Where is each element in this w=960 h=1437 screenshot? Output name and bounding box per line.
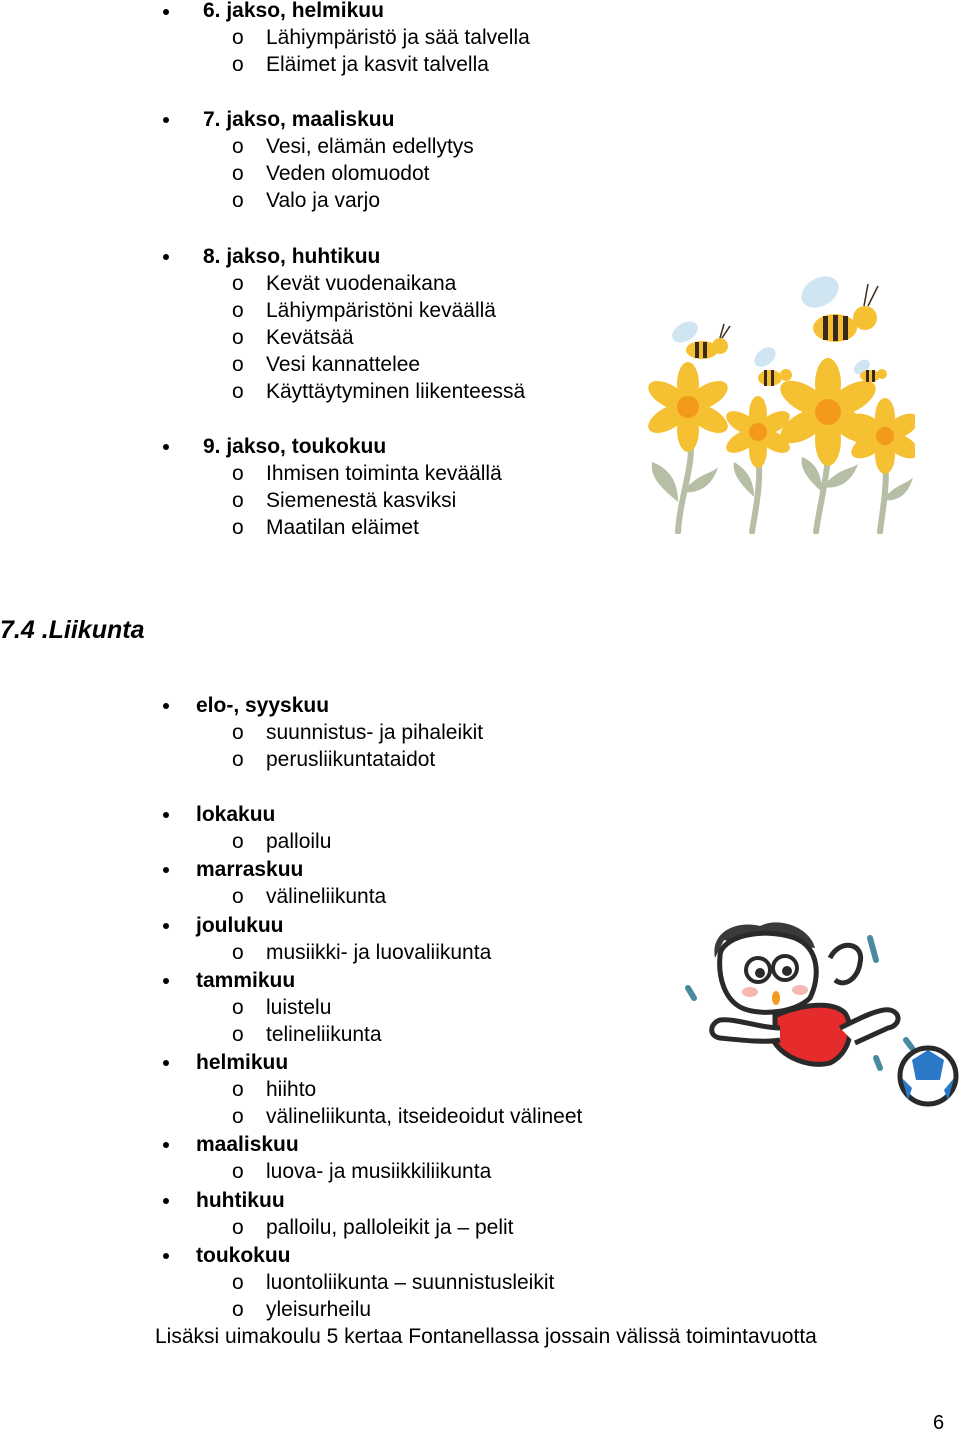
bee-icon bbox=[796, 270, 878, 342]
section-heading: 7.4 .Liikunta bbox=[0, 616, 145, 644]
sub-bullet: o bbox=[232, 996, 244, 1019]
list-item: Kevätsää bbox=[266, 326, 354, 349]
list-bullet bbox=[163, 978, 169, 984]
sub-bullet: o bbox=[232, 885, 244, 908]
month-title: helmikuu bbox=[196, 1051, 289, 1074]
sub-bullet: o bbox=[232, 830, 244, 853]
football-boy-illustration bbox=[680, 918, 960, 1108]
page-number: 6 bbox=[933, 1412, 945, 1434]
list-item: hiihto bbox=[266, 1078, 317, 1101]
month-title: toukokuu bbox=[196, 1244, 291, 1267]
sub-bullet: o bbox=[232, 1271, 244, 1294]
football-icon bbox=[900, 1048, 956, 1104]
list-bullet bbox=[163, 254, 169, 260]
list-item: välineliikunta bbox=[266, 885, 387, 908]
list-item: Kevät vuodenaikana bbox=[266, 272, 457, 295]
sub-bullet: o bbox=[232, 1298, 244, 1321]
sub-bullet: o bbox=[232, 1105, 244, 1128]
list-item: luontoliikunta – suunnistusleikit bbox=[266, 1271, 555, 1294]
sub-bullet: o bbox=[232, 26, 244, 49]
list-item: Siemenestä kasviksi bbox=[266, 489, 457, 512]
list-item: välineliikunta, itseideoidut välineet bbox=[266, 1105, 583, 1128]
bee-icon bbox=[751, 343, 792, 386]
sub-bullet: o bbox=[232, 1216, 244, 1239]
list-item: luistelu bbox=[266, 996, 332, 1019]
list-item: telineliikunta bbox=[266, 1023, 382, 1046]
sub-bullet: o bbox=[232, 516, 244, 539]
list-bullet bbox=[163, 444, 169, 450]
month-title: maaliskuu bbox=[196, 1133, 299, 1156]
bee-icon bbox=[851, 357, 887, 382]
list-item: palloilu, palloleikit ja – pelit bbox=[266, 1216, 514, 1239]
sub-bullet: o bbox=[232, 299, 244, 322]
list-item: perusliikuntataidot bbox=[266, 748, 436, 771]
sub-bullet: o bbox=[232, 1023, 244, 1046]
list-item: Vesi kannattelee bbox=[266, 353, 421, 376]
flower-icon bbox=[644, 362, 733, 452]
list-bullet bbox=[163, 812, 169, 818]
sub-bullet: o bbox=[232, 272, 244, 295]
sub-bullet: o bbox=[232, 1160, 244, 1183]
list-item: Valo ja varjo bbox=[266, 189, 381, 212]
list-item: Eläimet ja kasvit talvella bbox=[266, 53, 489, 76]
bee-icon bbox=[668, 317, 730, 359]
sub-bullet: o bbox=[232, 380, 244, 403]
sub-bullet: o bbox=[232, 462, 244, 485]
month-title: huhtikuu bbox=[196, 1189, 285, 1212]
month-title: lokakuu bbox=[196, 803, 276, 826]
list-item: Ihmisen toiminta keväällä bbox=[266, 462, 502, 485]
list-item: suunnistus- ja pihaleikit bbox=[266, 721, 484, 744]
list-item: luova- ja musiikkiliikunta bbox=[266, 1160, 492, 1183]
list-bullet bbox=[163, 1198, 169, 1204]
period-title: 6. jakso, helmikuu bbox=[203, 0, 384, 22]
bees-flowers-illustration bbox=[640, 262, 915, 534]
list-bullet bbox=[163, 9, 169, 15]
list-item: musiikki- ja luovaliikunta bbox=[266, 941, 492, 964]
period-title: 7. jakso, maaliskuu bbox=[203, 108, 395, 131]
month-title: elo-, syyskuu bbox=[196, 694, 330, 717]
list-bullet bbox=[163, 117, 169, 123]
list-bullet bbox=[163, 1253, 169, 1259]
list-item: palloilu bbox=[266, 830, 332, 853]
list-item: Vesi, elämän edellytys bbox=[266, 135, 474, 158]
month-title: marraskuu bbox=[196, 858, 304, 881]
sub-bullet: o bbox=[232, 1078, 244, 1101]
sub-bullet: o bbox=[232, 53, 244, 76]
period-title: 9. jakso, toukokuu bbox=[203, 435, 387, 458]
sub-bullet: o bbox=[232, 326, 244, 349]
sub-bullet: o bbox=[232, 189, 244, 212]
sub-bullet: o bbox=[232, 135, 244, 158]
sub-bullet: o bbox=[232, 489, 244, 512]
list-bullet bbox=[163, 867, 169, 873]
period-title: 8. jakso, huhtikuu bbox=[203, 245, 381, 268]
list-item: Käyttäytyminen liikenteessä bbox=[266, 380, 526, 403]
sub-bullet: o bbox=[232, 353, 244, 376]
list-bullet bbox=[163, 1060, 169, 1066]
list-item: yleisurheilu bbox=[266, 1298, 372, 1321]
sub-bullet: o bbox=[232, 748, 244, 771]
month-title: joulukuu bbox=[196, 914, 284, 937]
list-bullet bbox=[163, 923, 169, 929]
list-bullet bbox=[163, 1142, 169, 1148]
sub-bullet: o bbox=[232, 162, 244, 185]
list-bullet bbox=[163, 703, 169, 709]
footnote: Lisäksi uimakoulu 5 kertaa Fontanellassa jossain välissä toimintavuotta bbox=[155, 1325, 817, 1348]
list-item: Veden olomuodot bbox=[266, 162, 430, 185]
list-item: Lähiympäristö ja sää talvella bbox=[266, 26, 530, 49]
sub-bullet: o bbox=[232, 941, 244, 964]
list-item: Lähiympäristöni keväällä bbox=[266, 299, 496, 322]
sub-bullet: o bbox=[232, 721, 244, 744]
list-item: Maatilan eläimet bbox=[266, 516, 419, 539]
month-title: tammikuu bbox=[196, 969, 296, 992]
